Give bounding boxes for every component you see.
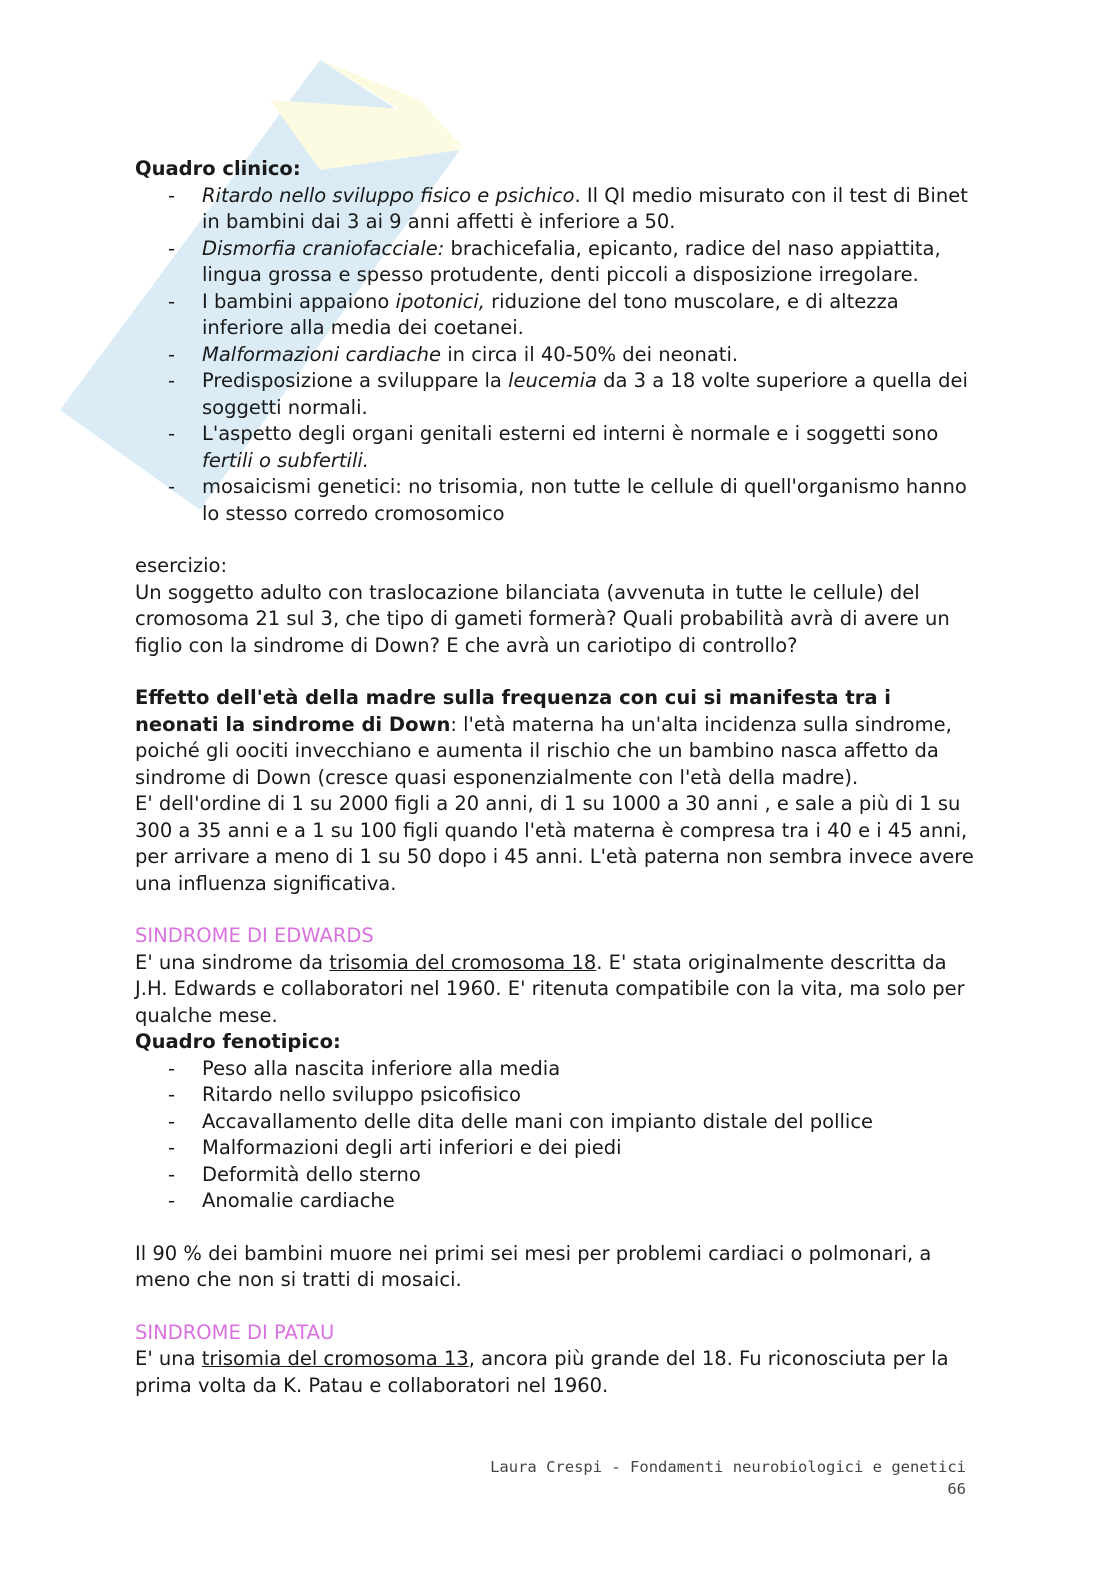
footer-author: Laura Crespi - Fondamenti neurobiologici e genetici: [490, 1458, 966, 1476]
page-number: 66: [947, 1480, 966, 1498]
edwards-pheno-title: Quadro fenotipico:: [135, 1030, 341, 1053]
list-item: - Malformazioni degli arti inferiori e dei piedi: [135, 1135, 980, 1162]
exercise-label: esercizio:: [135, 554, 228, 577]
list-item: - L'aspetto degli organi genitali esterni ed interni è normale e i soggetti sono fertili o subfertili.: [135, 421, 980, 474]
edwards-heading: SINDROME DI EDWARDS: [135, 924, 374, 947]
list-item: - Malformazioni cardiache in circa il 40-50% dei neonati.: [135, 342, 980, 369]
list-item: - mosaicismi genetici: no trisomia, non tutte le cellule di quell'organismo hanno lo stesso corredo cromosomico: [135, 474, 980, 527]
list-item: - Accavallamento delle dita delle mani con impianto distale del pollice: [135, 1109, 980, 1136]
list-item: - Predisposizione a sviluppare la leucemia da 3 a 18 volte superiore a quella dei soggetti normali.: [135, 368, 980, 421]
list-item: - Deformità dello sterno: [135, 1162, 980, 1189]
list-item: - Peso alla nascita inferiore alla media: [135, 1056, 980, 1083]
list-item: - Anomalie cardiache: [135, 1188, 980, 1215]
clinical-list: [135, 183, 980, 528]
document-body: [135, 156, 980, 1399]
list-item: - I bambini appaiono ipotonici, riduzione del tono muscolare, e di altezza inferiore alla media dei coetanei.: [135, 289, 980, 342]
age-effect-paragraph: Effetto dell'età della madre sulla frequenza con cui si manifesta tra i neonati la sindrome di Down: l'età materna ha un'alta incidenza sulla sindrome, poiché gli oociti invecchiano e aumenta il rischio che un bambino nasca affetto da sindrome di Down (cresce quasi esponenzialmente con l'età della madre).: [135, 686, 952, 789]
edwards-outcome: Il 90 % dei bambini muore nei primi sei mesi per problemi cardiaci o polmonari, a meno che non si tratti di mosaici.: [135, 1241, 932, 1291]
list-item: - Dismorfia craniofacciale: brachicefalia, epicanto, radice del naso appiattita, lingua grossa e spesso protudente, denti piccoli a disposizione irregolare.: [135, 236, 980, 289]
edwards-intro: E' una sindrome da trisomia del cromosoma 18. E' stata originalmente descritta da J.H. Edwards e collaboratori nel 1960. E' ritenuta compatibile con la vita, ma solo per qualche mese.: [135, 950, 965, 1027]
list-item: - Ritardo nello sviluppo psicofisico: [135, 1082, 980, 1109]
age-effect-stats: E' dell'ordine di 1 su 2000 figli a 20 anni, di 1 su 1000 a 30 anni , e sale a più di 1 su 300 a 35 anni e a 1 su 100 figli quando l'età materna è compresa tra i 40 e i 45 anni, per arrivare a meno di 1 su 50 dopo i 45 anni. L'età paterna non sembra invece avere una influenza significativa.: [135, 792, 974, 895]
patau-intro: E' una trisomia del cromosoma 13, ancora più grande del 18. Fu riconosciuta per la prima volta da K. Patau e collaboratori nel 1960.: [135, 1347, 949, 1397]
clinical-title: Quadro clinico:: [135, 157, 301, 180]
edwards-list: [135, 1056, 980, 1215]
page-footer: [446, 1456, 966, 1500]
list-item: - Ritardo nello sviluppo fisico e psichico. Il QI medio misurato con il test di Binet in bambini dai 3 ai 9 anni affetti è inferiore a 50.: [135, 183, 980, 236]
patau-heading: SINDROME DI PATAU: [135, 1320, 335, 1344]
exercise-text: Un soggetto adulto con traslocazione bilanciata (avvenuta in tutte le cellule) del cromosoma 21 sul 3, che tipo di gameti formerà? Quali probabilità avrà di avere un figlio con la sindrome di Down? E che avrà un cariotipo di controllo?: [135, 580, 950, 657]
